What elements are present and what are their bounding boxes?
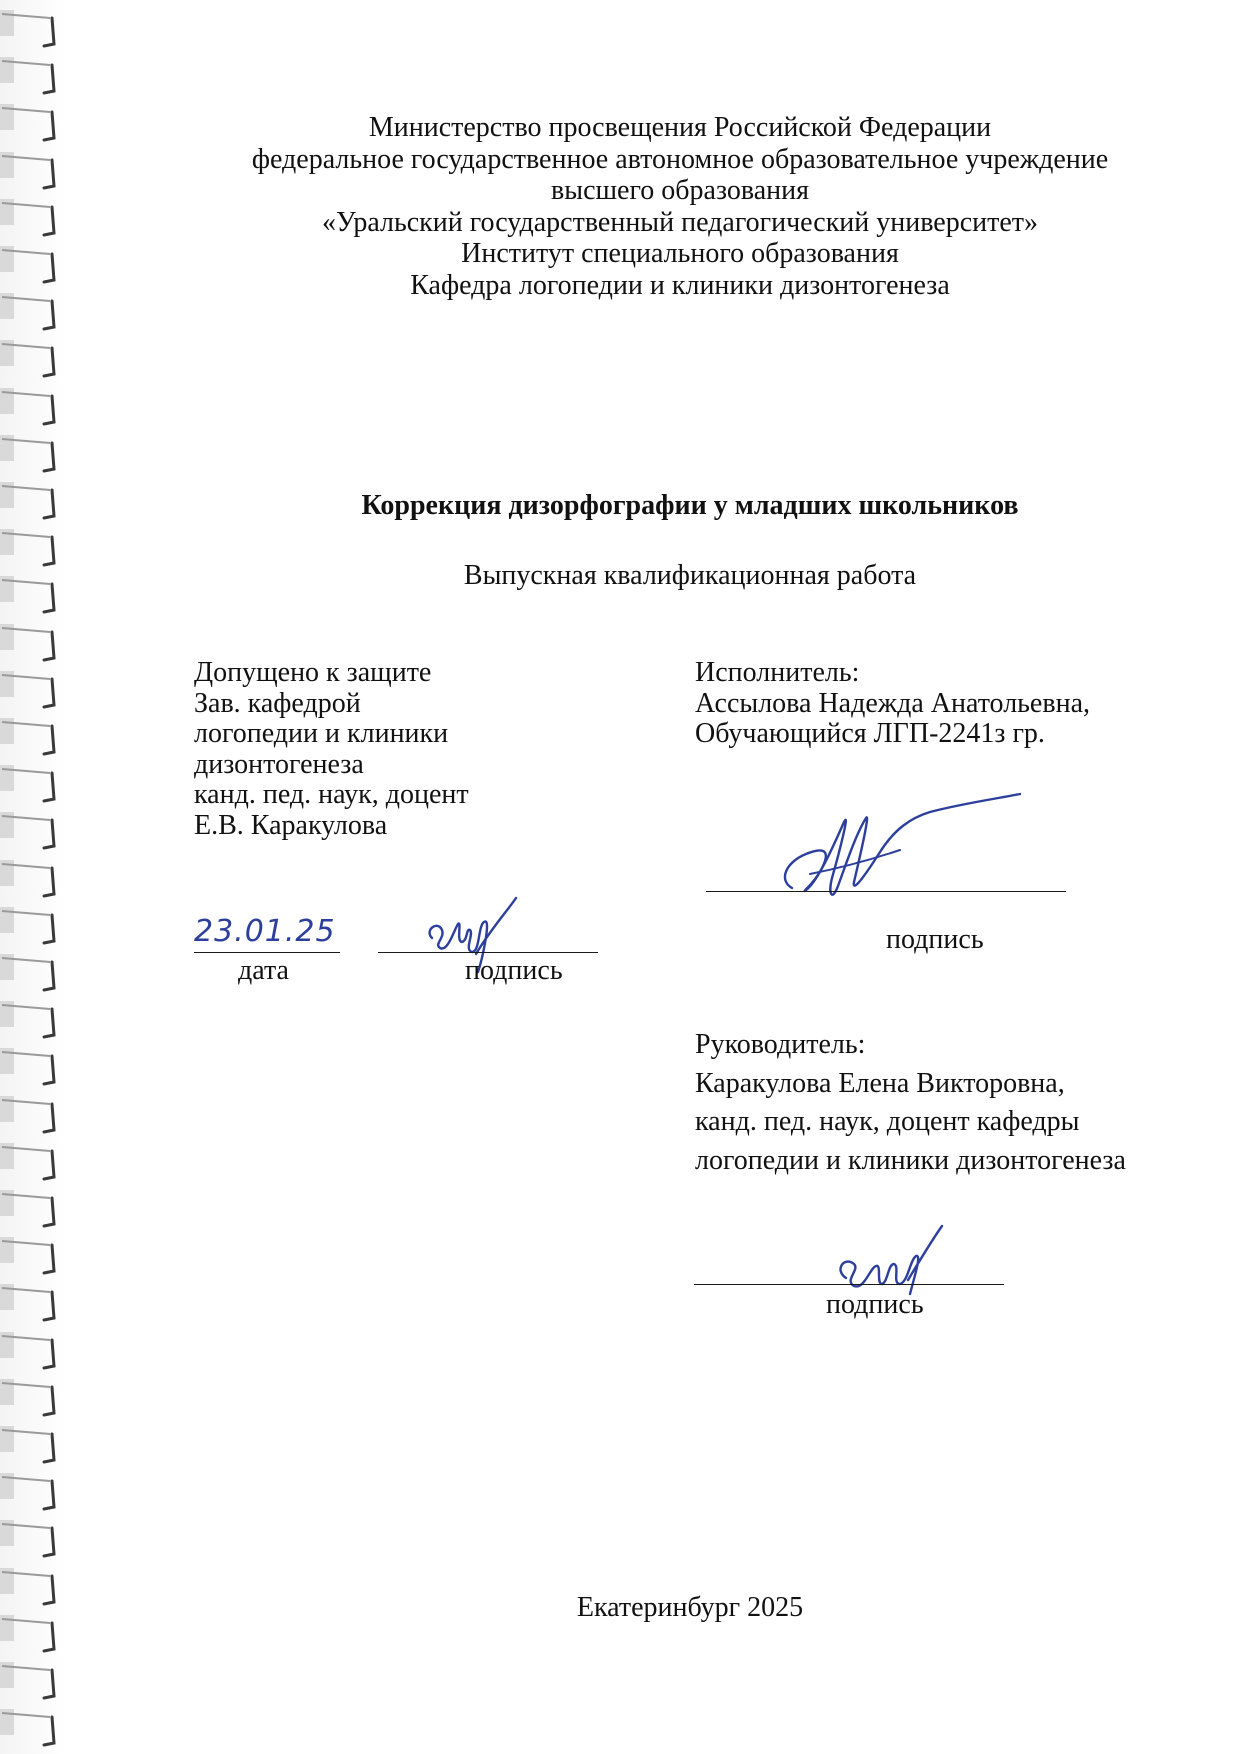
approval-signature-label: подпись: [465, 955, 563, 986]
binding-ring: [0, 1373, 60, 1421]
binding-ring: [0, 806, 60, 854]
binding-ring: [0, 665, 60, 713]
approval-line: канд. пед. наук, доцент: [194, 779, 469, 811]
executor-signature-line: [706, 891, 1066, 892]
approval-line: логопедии и клиники: [194, 718, 449, 750]
binding-ring: [0, 146, 60, 194]
supervisor-department: логопедии и клиники дизонтогенеза: [695, 1144, 1126, 1176]
binding-ring: [0, 287, 60, 335]
binding-ring: [0, 1278, 60, 1326]
binding-ring: [0, 1184, 60, 1232]
binding-ring: [0, 948, 60, 996]
binding-ring: [0, 1467, 60, 1515]
binding-ring: [0, 1090, 60, 1138]
approval-line: Е.В. Каракулова: [194, 809, 388, 841]
executor-signature: [770, 790, 1030, 920]
handwritten-date: 23.01.25: [194, 914, 336, 949]
supervisor-signature-label: подпись: [826, 1289, 924, 1320]
supervisor-position: канд. пед. наук, доцент кафедры: [695, 1106, 1080, 1137]
city-year: Екатеринбург 2025: [576, 1592, 804, 1623]
date-line: [194, 952, 340, 953]
executor-block: [695, 658, 1175, 750]
thesis-type: Выпускная квалификационная работа: [463, 560, 917, 591]
binding-ring: [0, 1326, 60, 1374]
binding-ring: [0, 98, 60, 146]
binding-ring: [0, 618, 60, 666]
binding-ring: [0, 4, 60, 52]
binding-ring: [0, 1703, 60, 1751]
binding-ring: [0, 1562, 60, 1610]
supervisor-signature-line: [694, 1284, 1004, 1285]
supervisor-name: Каракулова Елена Викторовна,: [695, 1067, 1065, 1099]
institution-header: [160, 112, 1200, 302]
binding-ring: [0, 901, 60, 949]
binding-ring: [0, 1514, 60, 1562]
approval-signature-line: [378, 952, 598, 953]
executor-signature-label: подпись: [886, 924, 984, 955]
binding-ring: [0, 429, 60, 477]
binding-ring: [0, 1231, 60, 1279]
binding-ring: [0, 712, 60, 760]
binding-ring: [0, 476, 60, 524]
binding-ring: [0, 759, 60, 807]
executor-heading: Исполнитель:: [695, 657, 860, 688]
binding-ring: [0, 523, 60, 571]
binding-ring: [0, 193, 60, 241]
binding-ring: [0, 51, 60, 99]
education-level-line: высшего образования: [551, 175, 809, 207]
binding-ring: [0, 854, 60, 902]
binding-ring: [0, 1137, 60, 1185]
binding-ring: [0, 1656, 60, 1704]
approval-block: [194, 658, 614, 842]
institution-type-line: федеральное государственное автономное образовательное учреждение: [251, 143, 1109, 175]
executor-name: Ассылова Надежда Анатольевна,: [695, 687, 1090, 719]
binding-ring: [0, 1042, 60, 1090]
executor-group: Обучающийся ЛГП-2241з гр.: [695, 718, 1045, 750]
binding-ring: [0, 334, 60, 382]
approval-line: дизонтогенеза: [194, 748, 364, 780]
binding-ring: [0, 240, 60, 288]
ministry-line: Министерство просвещения Российской Федерации: [368, 112, 992, 143]
department-line: Кафедра логопедии и клиники дизонтогенеза: [410, 269, 950, 301]
institute-line: Институт специального образования: [461, 238, 899, 270]
approval-line: Зав. кафедрой: [194, 687, 361, 719]
binding-ring: [0, 570, 60, 618]
supervisor-block: [695, 1026, 1175, 1180]
university-name-line: «Уральский государственный педагогический университет»: [321, 206, 1039, 238]
spiral-binding: [0, 0, 66, 1754]
date-label: дата: [238, 955, 289, 986]
supervisor-heading: Руководитель:: [695, 1029, 866, 1060]
approval-line: Допущено к защите: [194, 657, 432, 688]
thesis-title: Коррекция дизорфографии у младших школьников: [361, 490, 1019, 521]
binding-ring: [0, 382, 60, 430]
binding-ring: [0, 995, 60, 1043]
binding-ring: [0, 1420, 60, 1468]
binding-ring: [0, 1609, 60, 1657]
